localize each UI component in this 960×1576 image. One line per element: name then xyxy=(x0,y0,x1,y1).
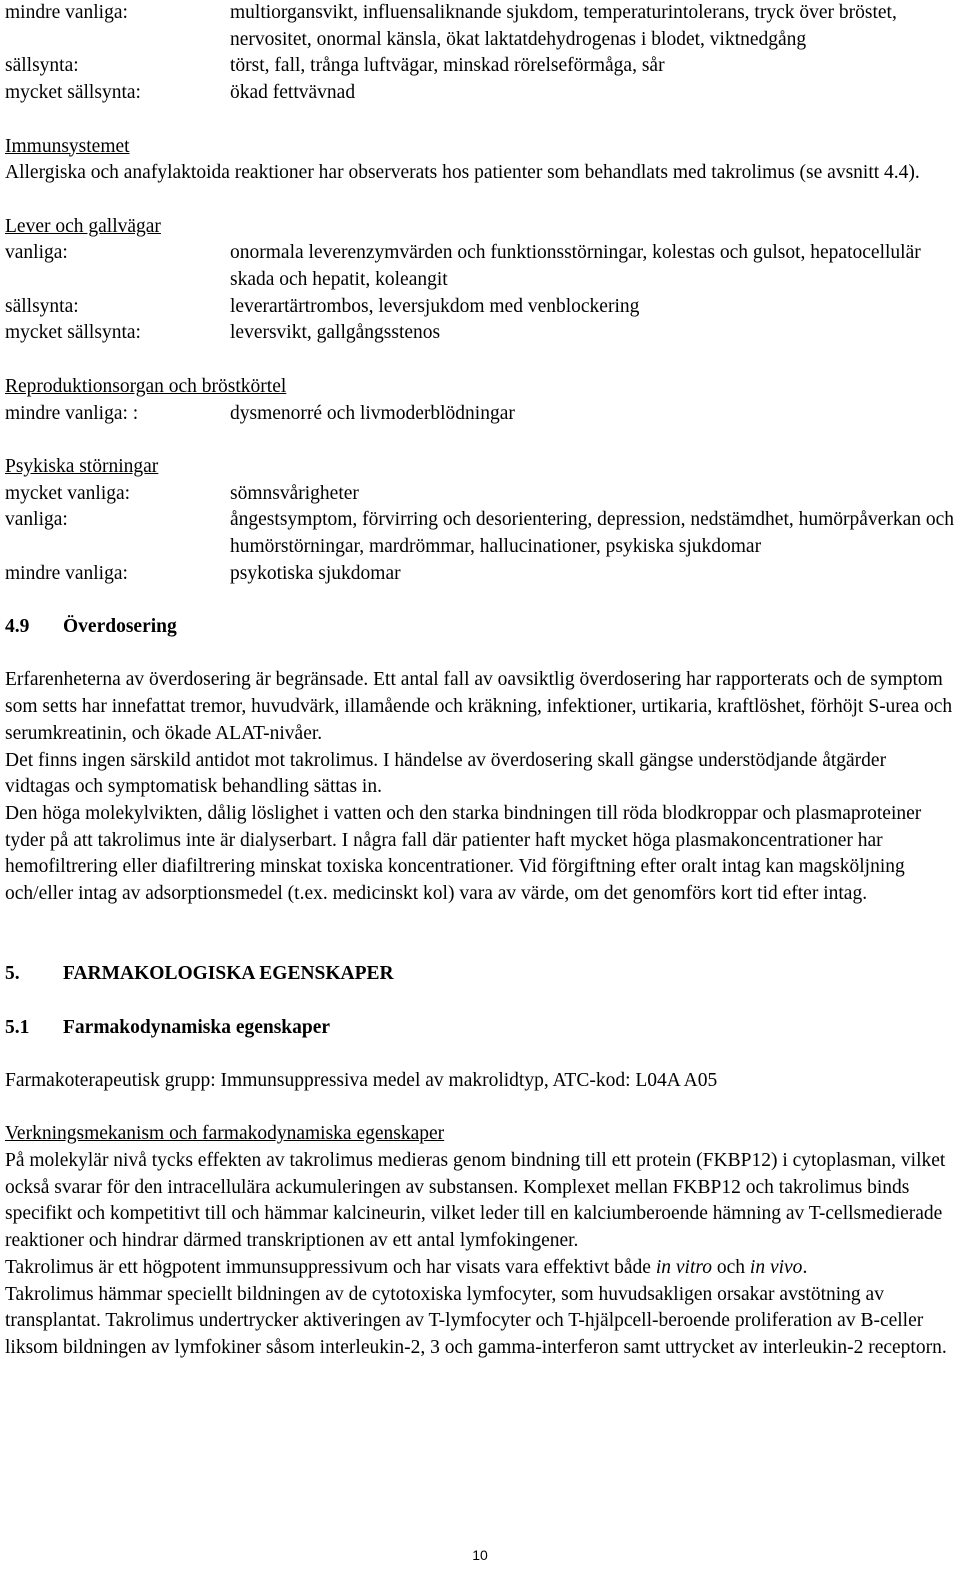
overdose-paragraph-3: Den höga molekylvikten, dålig löslighet i vatten och den starka bindningen till röda blodkroppar och plasmaproteiner tyder på att takrolimus inte är dialyserbart. I några fall där patienter haft mycket höga plasmakoncentrationer har hemofiltrering eller diafiltrering minskat toxiska koncentrationer. Vid förgiftning efter oralt intag kan magsköljning och/eller intag av adsorptionsmedel (t.ex. medicinskt kol) vara av värde, om det genomförs kort tid efter intag. xyxy=(5,803,922,905)
liver-heading: Lever och gallvägar xyxy=(5,215,161,237)
frequency-label: sällsynta: xyxy=(5,295,79,317)
frequency-label: mindre vanliga: xyxy=(5,562,128,584)
frequency-text: onormala leverenzymvärden och funktionsstörningar, kolestas och gulsot, hepatocellulär skada och hepatit, koleangit xyxy=(230,242,921,290)
psych-heading: Psykiska störningar xyxy=(5,455,159,477)
mechanism-heading: Verkningsmekanism och farmakodynamiska egenskaper xyxy=(5,1123,445,1145)
section-title: FARMAKOLOGISKA EGENSKAPER xyxy=(63,963,394,985)
section-heading-5 xyxy=(5,961,955,988)
adverse-row xyxy=(5,561,955,588)
section-number: 5.1 xyxy=(5,1016,30,1038)
frequency-text: leverartärtrombos, leversjukdom med venblockering xyxy=(230,295,640,317)
section-title: Överdosering xyxy=(63,616,177,638)
frequency-text: ångestsymptom, förvirring och desorientering, depression, nedstämdhet, humörpåverkan och humörstörningar, mardrömmar, hallucinationer, psykiska sjukdomar xyxy=(230,509,955,557)
frequency-text: dysmenorré och livmoderblödningar xyxy=(230,402,515,424)
overdose-paragraph-1: Erfarenheterna av överdosering är begränsade. Ett antal fall av oavsiktlig överdosering har rapporterats och de symptom som setts har innefattat tremor, huvudvärk, illamående och kräkning, infektioner, urtikaria, kraftlöshet, förhöjt S-urea och serumkreatinin, och ökade ALAT-nivåer. xyxy=(5,669,953,744)
adverse-row xyxy=(5,320,955,347)
overdose-paragraph-2: Det finns ingen särskild antidot mot takrolimus. I händelse av överdosering skall gängse understödjande åtgärder vidtagas och symptomatisk behandling sättas in. xyxy=(5,749,887,798)
adverse-row xyxy=(5,401,955,428)
frequency-text: ökad fettvävnad xyxy=(230,82,356,104)
frequency-text: multiorgansvikt, influensaliknande sjukdom, temperaturintolerans, tryck över bröstet, nervositet, onormal känsla, ökat laktatdehydrogenas i blodet, viktnedgång xyxy=(230,2,897,50)
frequency-label: vanliga: xyxy=(5,509,68,531)
mechanism-paragraph-3: Takrolimus hämmar speciellt bildningen av de cytotoxiska lymfocyter, som huvudsakligen orsakar avstötning av transplantat. Takrolimus undertrycker aktiveringen av T-lymfocyter och T-hjälpcell-beroende proliferation av B-celler liksom bildningen av lymfokiner såsom interleukin-2, 3 och gamma-interferon samt uttrycket av interleukin-2 receptorn. xyxy=(5,1283,947,1358)
adverse-row xyxy=(5,80,955,107)
adverse-row xyxy=(5,507,955,560)
pharmacotherapeutic-group: Farmakoterapeutisk grupp: Immunsuppressiva medel av makrolidtyp, ATC-kod: L04A A05 xyxy=(5,1069,718,1091)
frequency-label: mindre vanliga: : xyxy=(5,402,139,424)
section-number: 5. xyxy=(5,963,20,985)
frequency-label: vanliga: xyxy=(5,242,68,264)
adverse-row xyxy=(5,0,955,53)
immune-heading: Immunsystemet xyxy=(5,135,130,157)
frequency-text: psykotiska sjukdomar xyxy=(230,562,401,584)
document-page xyxy=(5,0,955,1362)
adverse-row xyxy=(5,53,955,80)
frequency-text: leversvikt, gallgångsstenos xyxy=(230,322,441,344)
section-number: 4.9 xyxy=(5,616,30,638)
adverse-row xyxy=(5,481,955,508)
frequency-text: törst, fall, trånga luftvägar, minskad rörelseförmåga, sår xyxy=(230,55,665,77)
frequency-label: sällsynta: xyxy=(5,55,79,77)
adverse-row xyxy=(5,294,955,321)
section-heading-5-1 xyxy=(5,1015,955,1042)
page-number: 10 xyxy=(472,1547,488,1563)
mechanism-paragraph-1: På molekylär nivå tycks effekten av takrolimus medieras genom bindning till ett protein (FKBP12) i cytoplasman, vilket också svarar för den intracellulära ackumuleringen av substansen. Komplexet mellan FKBP12 och takrolimus binds specifikt och kompetitivt till och hämmar kalcineurin, vilket leder till en kalciumberoende hämning av T-cellsmedierade reaktioner och hindrar därmed transkriptionen av ett antal lymfokingener. xyxy=(5,1150,946,1252)
repro-heading: Reproduktionsorgan och bröstkörtel xyxy=(5,375,287,397)
frequency-text: sömnsvårigheter xyxy=(230,482,359,504)
adverse-row xyxy=(5,240,955,293)
immune-text: Allergiska och anafylaktoida reaktioner har observerats hos patienter som behandlats med takrolimus (se avsnitt 4.4). xyxy=(5,162,920,184)
frequency-label: mycket vanliga: xyxy=(5,482,131,504)
mechanism-paragraph-2: Takrolimus är ett högpotent immunsuppressivum och har visats vara effektivt både in vitro och in vivo. xyxy=(5,1256,808,1278)
section-heading-4-9 xyxy=(5,614,955,641)
frequency-label: mycket sällsynta: xyxy=(5,322,141,344)
section-title: Farmakodynamiska egenskaper xyxy=(63,1016,331,1038)
frequency-label: mycket sällsynta: xyxy=(5,82,141,104)
frequency-label: mindre vanliga: xyxy=(5,2,128,23)
